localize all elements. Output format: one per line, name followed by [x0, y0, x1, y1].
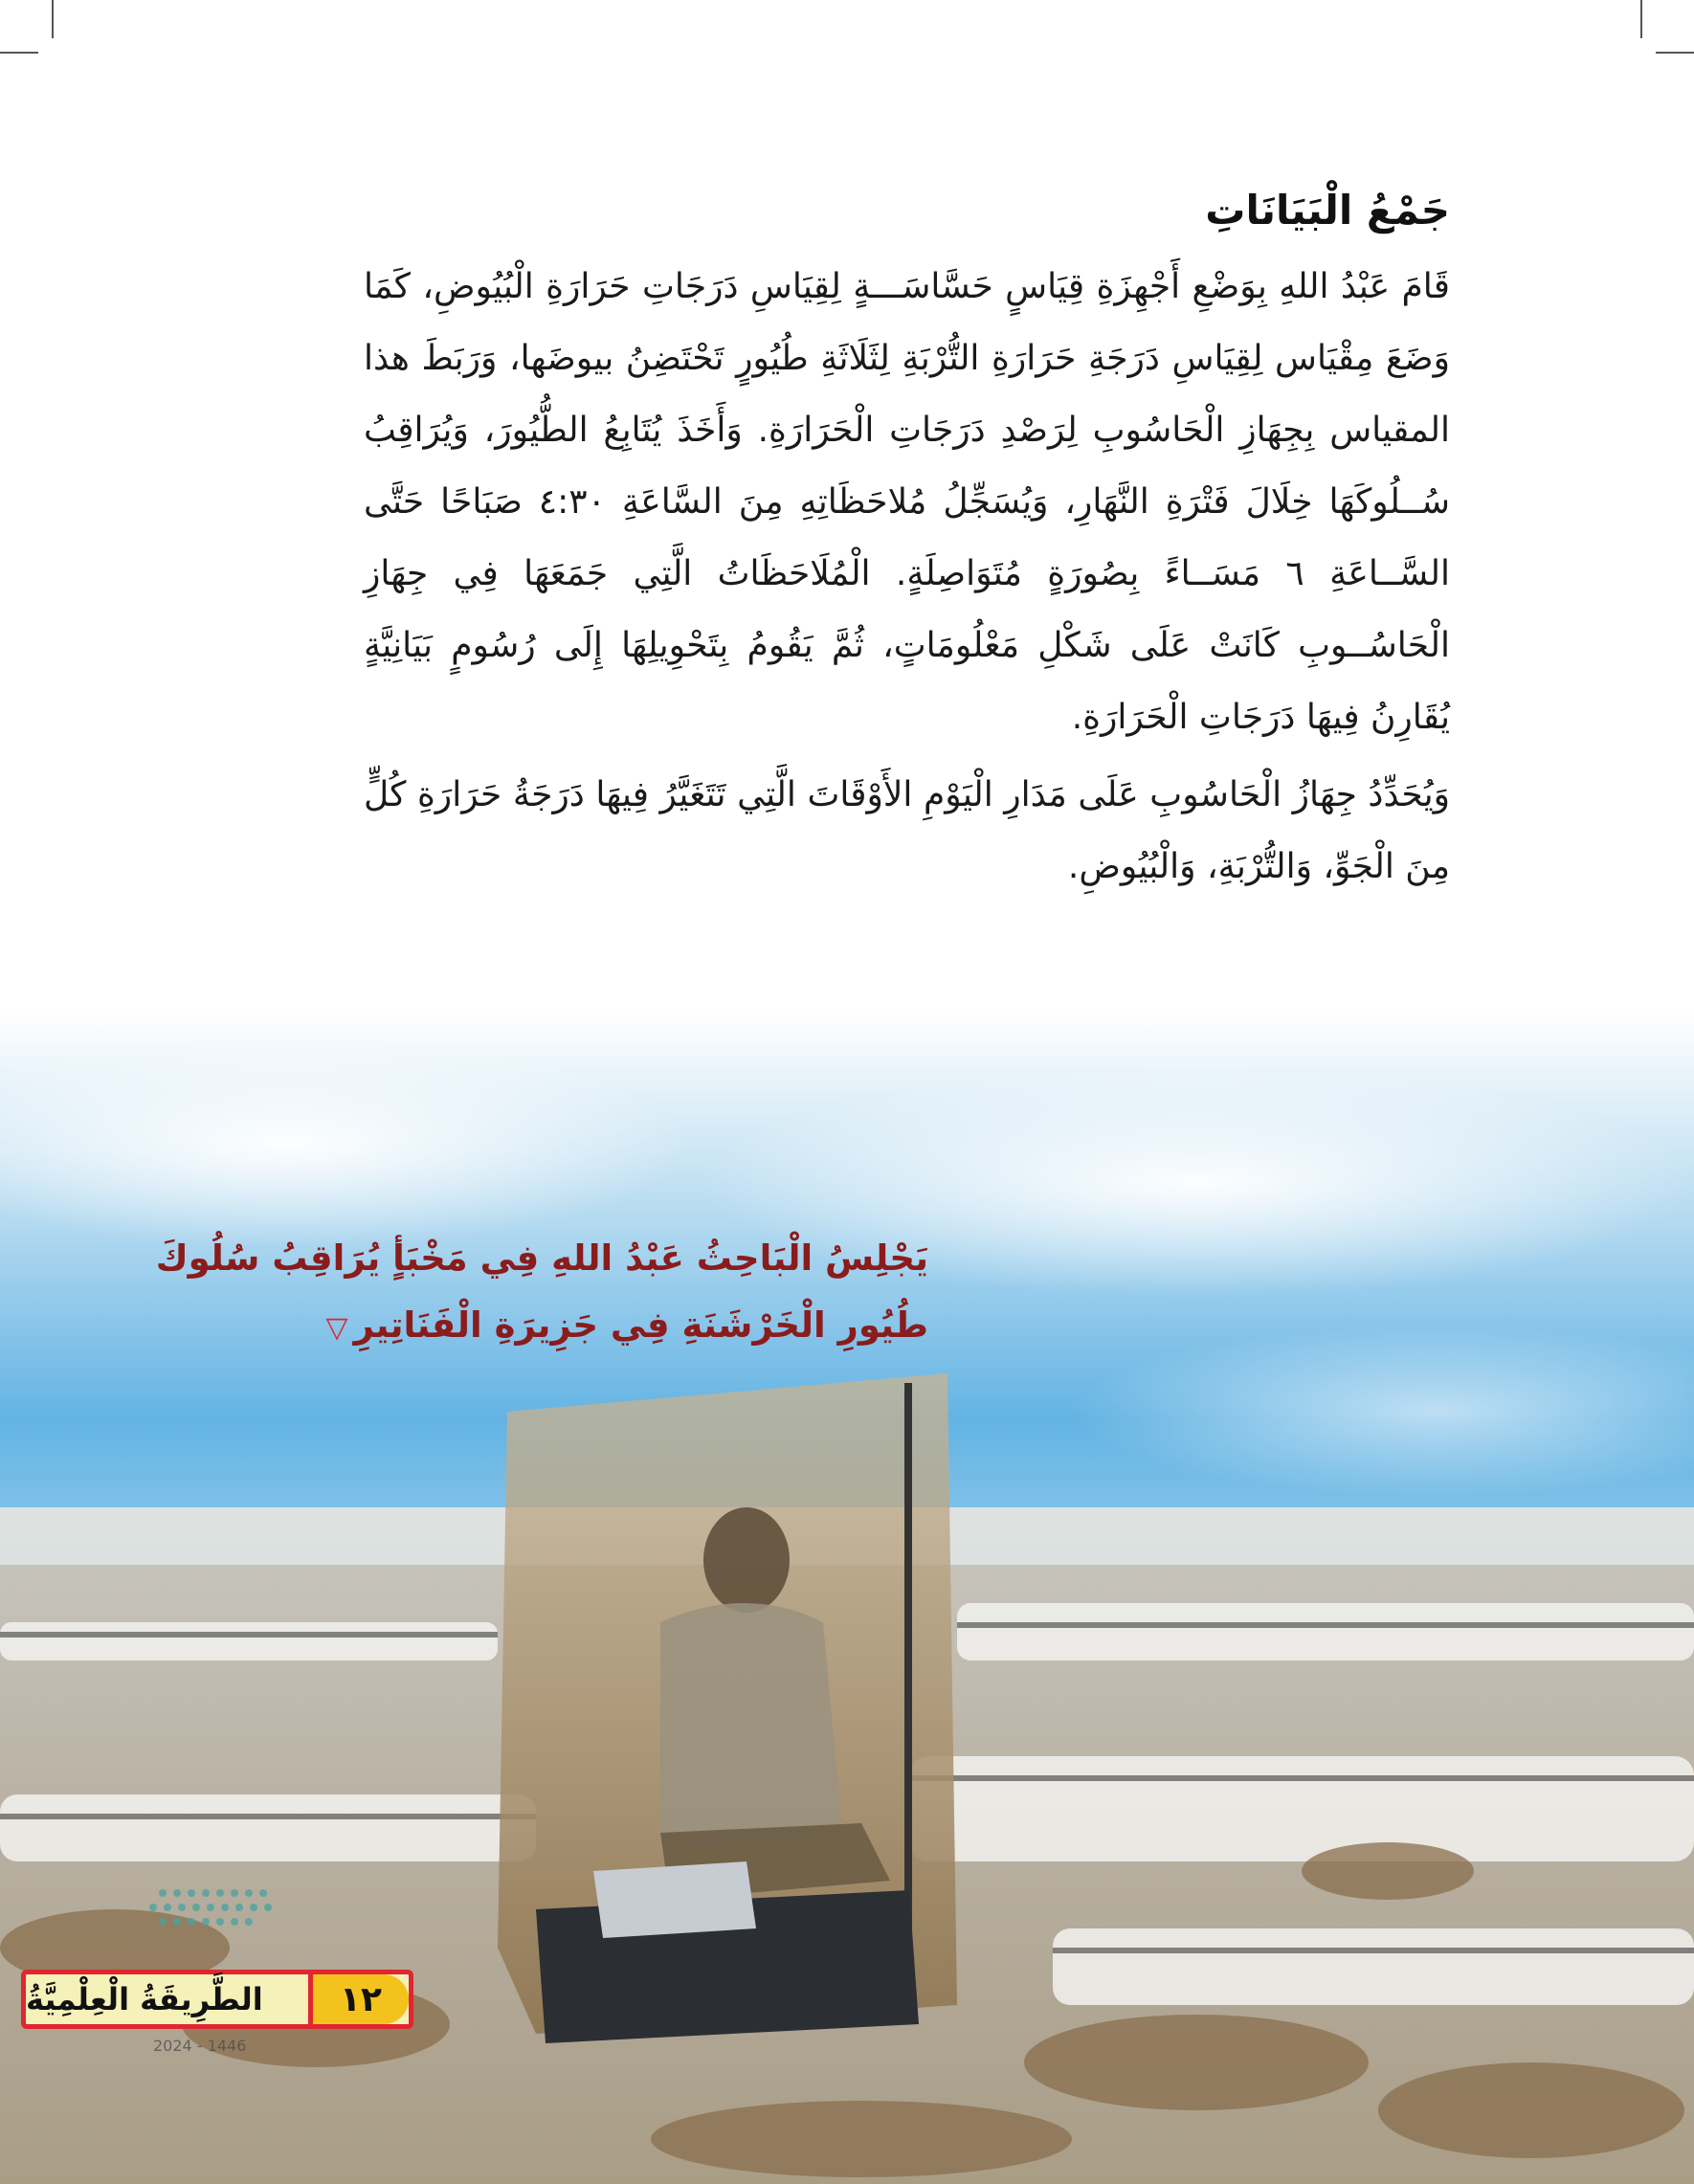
footer-section-name: الطَّرِيقَةُ الْعِلْمِيَّةُ [26, 1981, 263, 2017]
crop-mark [1656, 52, 1694, 54]
body-text-block [364, 182, 1450, 903]
page-number: ١٢ [308, 1974, 409, 2024]
crop-mark [0, 52, 38, 54]
crop-mark [1640, 0, 1642, 38]
crop-mark [52, 0, 54, 38]
ministry-logo-icon [144, 1883, 335, 1950]
triangle-marker-icon: ▽ [325, 1311, 348, 1345]
section-heading: جَمْعُ الْبَيَانَاتِ [1205, 187, 1450, 234]
paragraph: وَيُحَدِّدُ جِهَازُ الْحَاسُوبِ عَلَى مَدَارِ الْيَوْمِ الأَوْقَاتَ الَّتِي تَتَغَيَّرُ فِيهَا دَرَجَةُ حَرَارَةِ كُلٍّ مِنَ الْجَوِّ، وَالتُّرْبَةِ، وَالْبُيُوضِ. [364, 775, 1450, 886]
watermark-years: 2024 - 1446 [153, 2037, 247, 2055]
paragraph: قَامَ عَبْدُ اللهِ بِوَضْعِ أَجْهِزَةِ قِيَاسٍ حَسَّاسَـــةٍ لِقِيَاسِ دَرَجَاتِ حَرَارَةِ الْبُيُوضِ، كَمَا وَضَعَ مِقْيَاس لِقِيَاسِ دَرَجَةِ حَرَارَةِ التُّرْبَةِ لِثَلَاثَةِ طُيُورٍ تَحْتَضِنُ بيوضَها، وَرَبَطَ هذا المقياس بِجِهَازِ الْحَاسُوبِ لِرَصْدِ دَرَجَاتِ الْحَرَارَةِ. وَأَخَذَ يُتَابِعُ الطُّيُورَ، وَيُرَاقِبُ سُــلُوكَهَا خِلَالَ فَتْرَةِ النَّهَارِ، وَيُسَجِّلُ مُلاحَظَاتِهِ مِنَ السَّاعَةِ ٤:٣٠ صَبَاحًا حَتَّى السَّــاعَةِ ٦ مَسَــاءً بِصُورَةٍ مُتَوَاصِلَةٍ. الْمُلَاحَظَاتُ الَّتِي جَمَعَهَا فِي جِهَازِ الْحَاسُــوبِ كَانَتْ عَلَى شَكْلِ مَعْلُومَاتٍ، ثُمَّ يَقُومُ بِتَحْوِيلِهَا إِلَى رُسُومٍ بَيَانِيَّةٍ يُقَارِنُ فِيهَا دَرَجَاتِ الْحَرَارَةِ. [364, 267, 1451, 737]
photo-caption [144, 1225, 928, 1362]
footer-section-tab [21, 1970, 413, 2029]
caption-text: يَجْلِسُ الْبَاحِثُ عَبْدُ اللهِ فِي مَخْبَأٍ يُرَاقِبُ سُلُوكَ طُيُورِ الْخَرْشَنَةِ فِي جَزِيرَةِ الْفَنَاتِيرِ [155, 1237, 928, 1346]
